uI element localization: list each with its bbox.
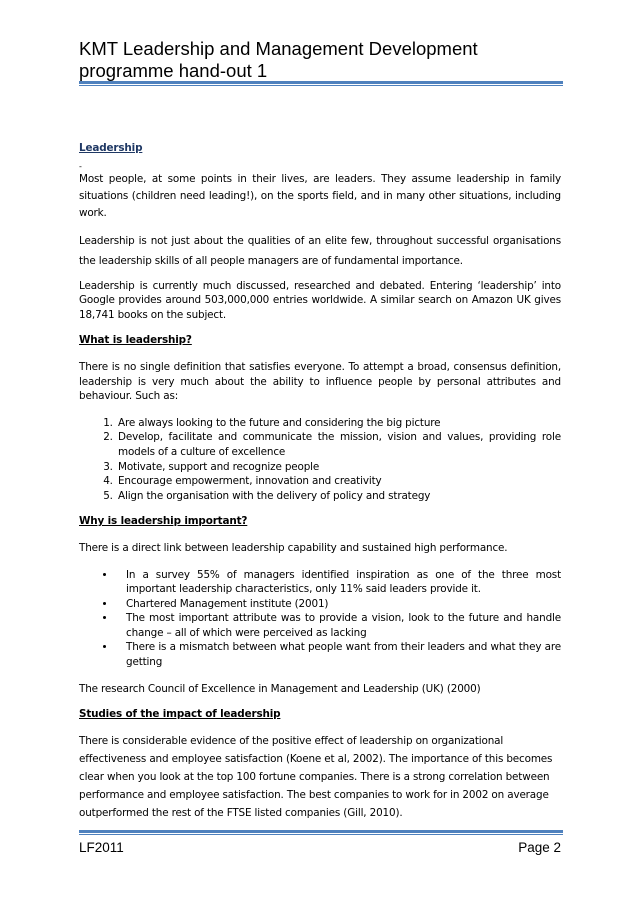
list-item: 1. Are always looking to the future and considering the big picture <box>116 416 561 431</box>
page-number: Page 2 <box>518 840 561 855</box>
leadership-paragraph-1: Most people, at some points in their lives, are leaders. They assume leadership in family situations (children need leading!), on the sports field, and in many other situations, including work. <box>79 172 561 219</box>
what-paragraph-1: There is no single definition that satisfies everyone. To attempt a broad, consensus definition, leadership is very much about the ability to influence people by personal attributes and behaviour. Such as: <box>79 360 561 403</box>
heading-studies-impact: Studies of the impact of leadership <box>79 708 281 721</box>
dash-mark: - <box>79 161 82 171</box>
list-item: • The most important attribute was to provide a vision, look to the future and handle change – all of which were perceived as lacking <box>116 611 561 640</box>
footer-rule <box>79 830 563 835</box>
footer-rule-thick <box>79 830 563 833</box>
attributes-list <box>79 416 561 504</box>
list-item: • There is a mismatch between what people want from their leaders and what they are getting <box>116 640 561 669</box>
header-rule <box>79 81 563 86</box>
list-item: 5. Align the organisation with the delivery of policy and strategy <box>116 489 561 504</box>
heading-what-is-leadership: What is leadership? <box>79 334 192 347</box>
leadership-paragraph-3: Leadership is currently much discussed, researched and debated. Entering ‘leadership’ into Google provides around 503,000,000 entries worldwide. A similar search on Amazon UK gives 18,741 books on the subject. <box>79 279 561 321</box>
list-item: • Chartered Management institute (2001) <box>116 597 561 612</box>
footer-rule-thin <box>79 834 563 835</box>
list-item: 4. Encourage empowerment, innovation and creativity <box>116 474 561 489</box>
footer-label: LF2011 <box>79 840 124 855</box>
why-paragraph-2: The research Council of Excellence in Management and Leadership (UK) (2000) <box>79 682 481 695</box>
body-content <box>79 141 561 822</box>
header-rule-thick <box>79 81 563 84</box>
header-rule-thin <box>79 85 563 86</box>
studies-paragraph-1: There is considerable evidence of the positive effect of leadership on organizational effectiveness and employee satisfaction (Koene et al, 2002). The importance of this becomes clear when you look at the top 100 fortune companies. There is a strong correlation between performance and employee satisfaction. The best companies to work for in 2002 on average outperformed the rest of the FTSE listed companies (Gill, 2010). <box>79 734 553 819</box>
heading-why-leadership-important: Why is leadership important? <box>79 515 248 528</box>
list-item: • In a survey 55% of managers identified inspiration as one of the three most important leadership characteristics, only 11% said leaders provide it. <box>116 568 561 597</box>
list-item: 3. Motivate, support and recognize people <box>116 460 561 475</box>
list-item: 2. Develop, facilitate and communicate the mission, vision and values, providing role models of a culture of excellence <box>116 430 561 459</box>
survey-bullet-list <box>79 568 561 670</box>
why-paragraph-1: There is a direct link between leadership capability and sustained high performance. <box>79 541 508 554</box>
leadership-paragraph-2: Leadership is not just about the qualities of an elite few, throughout successful organisations the leadership skills of all people managers are of fundamental importance. <box>79 234 561 267</box>
header-title: KMT Leadership and Management Development programme hand-out 1 <box>79 38 478 81</box>
heading-leadership: Leadership <box>79 142 143 154</box>
